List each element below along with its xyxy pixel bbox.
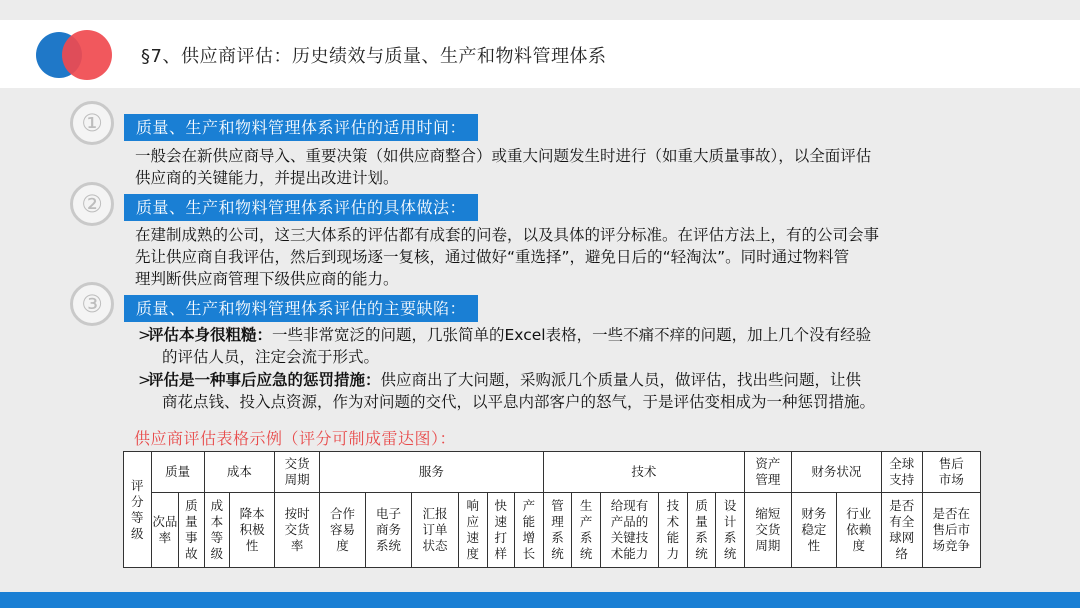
group-header-cell — [204, 452, 274, 493]
cell-text: 缩短 交货 周期 — [755, 506, 781, 553]
item-cell — [791, 493, 836, 568]
cell-text: 质量 — [165, 464, 191, 479]
cell-text: 财务 稳定 性 — [801, 506, 827, 553]
cell-text: 行业 依赖 度 — [846, 506, 872, 553]
bullet-arrow: > — [138, 371, 151, 389]
cell-text: 降本 积极 性 — [239, 506, 265, 553]
cell-text: 快 速 打 样 — [494, 498, 508, 561]
bullet-text: 一些非常宽泛的问题，几张简单的Excel表格，一些不痛不痒的问题，加上几个没有经验 — [272, 326, 872, 344]
item-cell — [458, 493, 487, 568]
cell-text: 服务 — [418, 464, 444, 479]
cell-text: 是否在 售后市 场竞争 — [932, 506, 971, 553]
item-cell — [151, 493, 179, 568]
cell-text: 管 理 系 统 — [551, 498, 564, 561]
group-header-cell — [744, 452, 791, 493]
text-line: 在建制成熟的公司，这三大体系的评估都有成套的问卷，以及具体的评分标准。在评估方法上，有的公司会事 — [135, 226, 880, 244]
cell-text: 财务状况 — [811, 464, 862, 479]
text-line: 理判断供应商管理下级供应商的能力。 — [135, 270, 399, 288]
text-line: 一般会在新供应商导入、重要决策（如供应商整合）或重大问题发生时进行（如重大质量事故），以全面评估 — [135, 147, 872, 165]
item-cell — [744, 493, 791, 568]
cell-text: 是否 有全 球网 络 — [889, 498, 915, 561]
cell-text: 响 应 速 度 — [466, 498, 479, 561]
group-header-cell — [543, 452, 744, 493]
logo — [36, 30, 116, 80]
section-number-1: ① — [70, 101, 114, 145]
cell-text: 成本 — [226, 464, 252, 479]
cell-text: 技 术 能 力 — [666, 498, 680, 561]
item-cell — [543, 493, 572, 568]
item-cell — [179, 493, 205, 568]
text-line: 先让供应商自我评估，然后到现场逐一复核，通过做好“重选择”，避免日后的“轻淘汰”。同时通过物料管 — [135, 248, 850, 266]
item-cell — [230, 493, 275, 568]
cell-text: 成 本 等 级 — [210, 498, 224, 561]
item-cell — [515, 493, 544, 568]
section-text-1 — [135, 145, 1005, 189]
item-cell — [487, 493, 515, 568]
bullet-item-2 — [138, 369, 998, 413]
cell-text: 设 计 系 统 — [723, 498, 737, 561]
bullet-bold-label: 评估本身很粗糙： — [148, 326, 273, 344]
item-cell — [204, 493, 230, 568]
page-title: §7、供应商评估：历史绩效与质量、生产和物料管理体系 — [141, 46, 607, 67]
text-line: 供应商的关键能力，并提出改进计划。 — [135, 169, 399, 187]
section-heading-1: 质量、生产和物料管理体系评估的适用时间： — [124, 114, 478, 141]
section-heading-3: 质量、生产和物料管理体系评估的主要缺陷： — [124, 295, 478, 322]
cell-text: 质 量 事 故 — [185, 498, 198, 561]
section-text-2 — [135, 224, 1005, 290]
group-header-cell — [275, 452, 320, 493]
cell-text: 售后 市场 — [938, 456, 964, 487]
item-cell — [572, 493, 601, 568]
cell-text: 合作 容易 度 — [330, 506, 356, 553]
evaluation-table — [123, 451, 981, 568]
item-cell — [366, 493, 412, 568]
cell-text: 质 量 系 统 — [695, 498, 708, 561]
footer-bar — [0, 592, 1080, 608]
group-header-cell — [791, 452, 881, 493]
cell-text: 评 分 等 级 — [131, 477, 144, 541]
header-bar — [0, 20, 1080, 88]
item-cell — [922, 493, 980, 568]
bullet-text: 供应商出了大问题，采购派几个质量人员，做评估，找出些问题，让供 — [380, 371, 862, 389]
grade-header-cell — [124, 452, 152, 568]
group-header-cell — [151, 452, 204, 493]
item-cell — [275, 493, 320, 568]
cell-text: 资产 管理 — [755, 456, 781, 487]
bullet-item-1 — [138, 324, 998, 368]
item-cell — [716, 493, 745, 568]
section-number-3: ③ — [70, 282, 114, 326]
bullet-continuation: 商花点钱、投入点资源，作为对问题的交代，以平息内部客户的怒气，于是评估变相成为一种惩罚措施。 — [162, 393, 876, 411]
cell-text: 给现有 产品的 关键技 术能力 — [610, 498, 649, 561]
cell-text: 技术 — [631, 464, 657, 479]
cell-text: 电子 商务 系统 — [375, 506, 401, 553]
section-heading-2: 质量、生产和物料管理体系评估的具体做法： — [124, 194, 478, 221]
item-cell — [659, 493, 688, 568]
cell-text: 产 能 增 长 — [522, 498, 536, 561]
cell-text: 次品 率 — [152, 514, 178, 545]
cell-text: 按时 交货 率 — [284, 506, 310, 553]
cell-text: 生 产 系 统 — [579, 498, 593, 561]
group-header-cell — [922, 452, 980, 493]
item-cell — [411, 493, 458, 568]
bullet-arrow: > — [138, 326, 151, 344]
cell-text: 交货 周期 — [284, 456, 310, 487]
bullet-continuation: 的评估人员，注定会流于形式。 — [162, 348, 380, 366]
item-cell — [320, 493, 366, 568]
logo-red-circle — [62, 30, 112, 80]
cell-text: 汇报 订单 状态 — [422, 506, 448, 553]
section-number-2: ② — [70, 182, 114, 226]
bullet-bold-label: 评估是一种事后应急的惩罚措施： — [148, 371, 381, 389]
item-cell — [836, 493, 881, 568]
group-header-cell — [881, 452, 922, 493]
example-title: 供应商评估表格示例（评分可制成雷达图）： — [134, 429, 457, 448]
item-cell — [600, 493, 658, 568]
cell-text: 全球 支持 — [889, 456, 915, 487]
group-header-cell — [320, 452, 544, 493]
item-cell — [687, 493, 716, 568]
item-cell — [881, 493, 922, 568]
